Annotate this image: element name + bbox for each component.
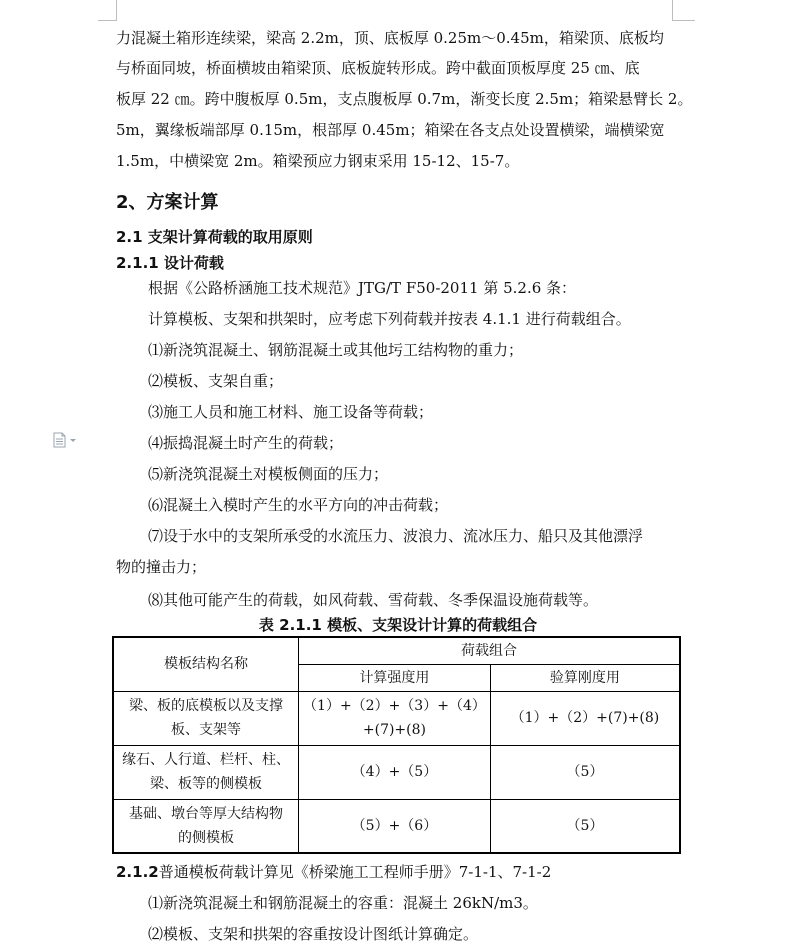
row-structure-name: [113, 799, 299, 853]
list-item: ⑵模板、支架自重；: [148, 372, 284, 390]
section-heading-2-1-2: [116, 862, 676, 882]
cell-line: 梁、板的底模板以及支撑: [129, 698, 284, 714]
list-item: ⑴新浇筑混凝土、钢筋混凝土或其他圬工结构物的重力；: [148, 341, 524, 359]
list-item: ⑶施工人员和施工材料、施工设备等荷载；: [148, 403, 434, 421]
row-stiffness: （5）: [490, 745, 680, 799]
row-structure-name: [113, 691, 299, 745]
list-item: ⑺设于水中的支架所承受的水流压力、波浪力、流冰压力、船只及其他漂浮: [148, 527, 644, 545]
cell-line: （1）+（2）+（3）+（4）: [303, 698, 486, 714]
row-stiffness: （1）+（2）+(7)+(8): [490, 691, 680, 745]
body-line: 根据《公路桥涵施工技术规范》JTG/T F50-2011 第 5.2.6 条：: [148, 279, 577, 297]
intro-line: 力混凝土箱形连续梁，梁高 2.2m，顶、底板厚 0.25m～0.45m，箱梁顶、底板均: [116, 29, 664, 47]
intro-line: 1.5m，中横梁宽 2m。箱梁预应力钢束采用 15-12、15-7。: [116, 152, 520, 170]
header-structure-name: 模板结构名称: [113, 637, 299, 691]
body-line: 计算模板、支架和拱架时，应考虑下列荷载并按表 4.1.1 进行荷载组合。: [148, 310, 631, 328]
list-item: ⑴新浇筑混凝土和钢筋混凝土的容重：混凝土 26kN/m3。: [148, 894, 538, 912]
cell-line: 板、支架等: [171, 722, 242, 738]
header-load-combination: 荷载组合: [299, 637, 680, 664]
table-row: [113, 691, 680, 745]
cell-line: 梁、板等的侧模板: [150, 776, 263, 792]
row-strength: （5）+（6）: [299, 799, 491, 853]
load-combination-table: [112, 636, 681, 854]
page-corner-mark-left: [98, 0, 117, 21]
intro-line: 板厚 22 ㎝。跨中腹板厚 0.5m，支点腹板厚 0.7m，渐变长度 2.5m；箱梁悬臂长 2。: [116, 90, 693, 108]
header-stiffness: 验算刚度用: [490, 664, 680, 691]
list-item: ⑸新浇筑混凝土对模板侧面的压力；: [148, 465, 389, 483]
row-strength: [299, 691, 491, 745]
intro-line: 5m，翼缘板端部厚 0.15m，根部厚 0.45m；箱梁在各支点处设置横梁，端横梁宽: [116, 121, 665, 139]
row-stiffness: （5）: [490, 799, 680, 853]
table-row: [113, 745, 680, 799]
section-number: 2.1.2: [116, 863, 159, 881]
intro-line: 与桥面同坡，桥面横坡由箱梁顶、底板旋转形成。跨中截面顶板厚度 25 ㎝、底: [116, 59, 640, 77]
list-item: ⑻其他可能产生的荷载，如风荷载、雪荷载、冬季保温设施荷载等。: [148, 591, 599, 609]
section-title-text: 普通模板荷载计算见《桥梁施工工程师手册》7-1-1、7-1-2: [158, 863, 552, 881]
list-item: ⑷振捣混凝土时产生的荷载；: [148, 434, 344, 452]
list-item-continuation: 物的撞击力；: [116, 558, 207, 576]
section-heading-2-1: 2.1 支架计算荷载的取用原则: [116, 228, 313, 246]
table-caption: 表 2.1.1 模板、支架设计计算的荷载组合: [258, 616, 538, 634]
cell-line: 的侧模板: [178, 829, 235, 846]
row-structure-name: [113, 745, 299, 799]
header-strength: 计算强度用: [299, 664, 491, 691]
cell-line: 缘石、人行道、栏杆、柱、: [122, 752, 291, 768]
section-heading-2-1-1: 2.1.1 设计荷载: [116, 254, 224, 272]
section-heading-2: 2、方案计算: [116, 192, 219, 213]
table-row: [113, 799, 680, 853]
cell-line: +(7)+(8): [362, 722, 426, 738]
list-item: ⑹混凝土入模时产生的水平方向的冲击荷载；: [148, 496, 449, 514]
row-strength: （4）+（5）: [299, 745, 491, 799]
cell-line: 基础、墩台等厚大结构物: [129, 805, 284, 822]
document-comment-icon[interactable]: [52, 432, 78, 448]
page-corner-mark-right: [672, 0, 695, 21]
list-item: ⑵模板、支架和拱架的容重按设计图纸计算确定。: [148, 925, 479, 943]
